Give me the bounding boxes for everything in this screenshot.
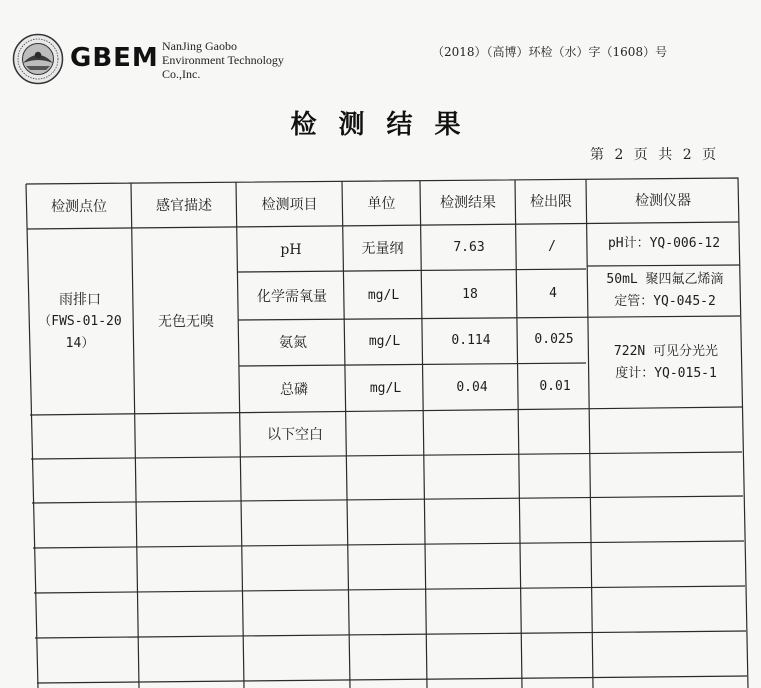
table-row-item: 总磷 [280,381,308,398]
sampling-location-line: 雨排口 [59,292,101,308]
instrument-line: pH计：YQ-006-12 [607,236,721,251]
sensory-description: 无色无嗅 [158,314,214,330]
company-name-line: Co.,Inc. [162,67,201,81]
table-row-result: 18 [462,286,478,302]
column-header: 检测结果 [440,195,496,211]
table-row-unit: mg/L [369,380,402,396]
table-row-item: 化学需氧量 [257,288,327,305]
instrument-cell [589,266,741,316]
report-number: （2018）（高博）环检（水）字（1608）号 [432,45,668,59]
instrument-cell [590,317,742,409]
table-row-limit: / [548,238,556,254]
company-seal-icon [12,33,64,85]
sampling-location [28,232,132,412]
table-row-limit: 4 [549,285,557,301]
brand-logo-text: GBEM [70,43,159,73]
table-row-result: 7.63 [453,239,485,255]
column-header: 检测点位 [51,199,107,215]
sampling-location-line: （FWS-01-20 [38,314,122,329]
blank-below-note: 以下空白 [267,427,323,443]
column-header: 检测项目 [261,197,318,213]
table-row-unit: mg/L [367,287,400,303]
report-header [0,0,761,100]
table-row-unit: 无量纲 [361,240,404,257]
column-header: 感官描述 [156,198,212,214]
instrument-line: 722N 可见分光光 [613,344,719,359]
sampling-location-line: 14） [65,336,95,351]
column-header: 检出限 [530,194,572,210]
table-row-result: 0.04 [456,379,488,395]
column-header: 检测仪器 [635,193,691,209]
table-row-limit: 0.01 [539,378,571,394]
instrument-line: 度计：YQ-015-1 [615,366,717,381]
page-indicator: 第 2 页 共 2 页 [590,147,720,163]
table-row-result: 0.114 [451,333,491,348]
page-title: 检测结果 [290,110,483,140]
table-row-item: 氨氮 [279,335,307,351]
table-row-unit: mg/L [368,334,401,349]
company-name [162,39,284,81]
instrument-cell [588,223,740,265]
instrument-line: 定管：YQ-045-2 [614,294,716,309]
company-name-line: Environment Technology [162,53,284,67]
company-name-line: NanJing Gaobo [162,39,237,53]
column-header: 单位 [367,196,396,212]
table-row-limit: 0.025 [534,332,574,347]
instrument-line: 50mL 聚四氟乙烯滴 [606,272,724,287]
table-row-item: pH [280,241,302,258]
